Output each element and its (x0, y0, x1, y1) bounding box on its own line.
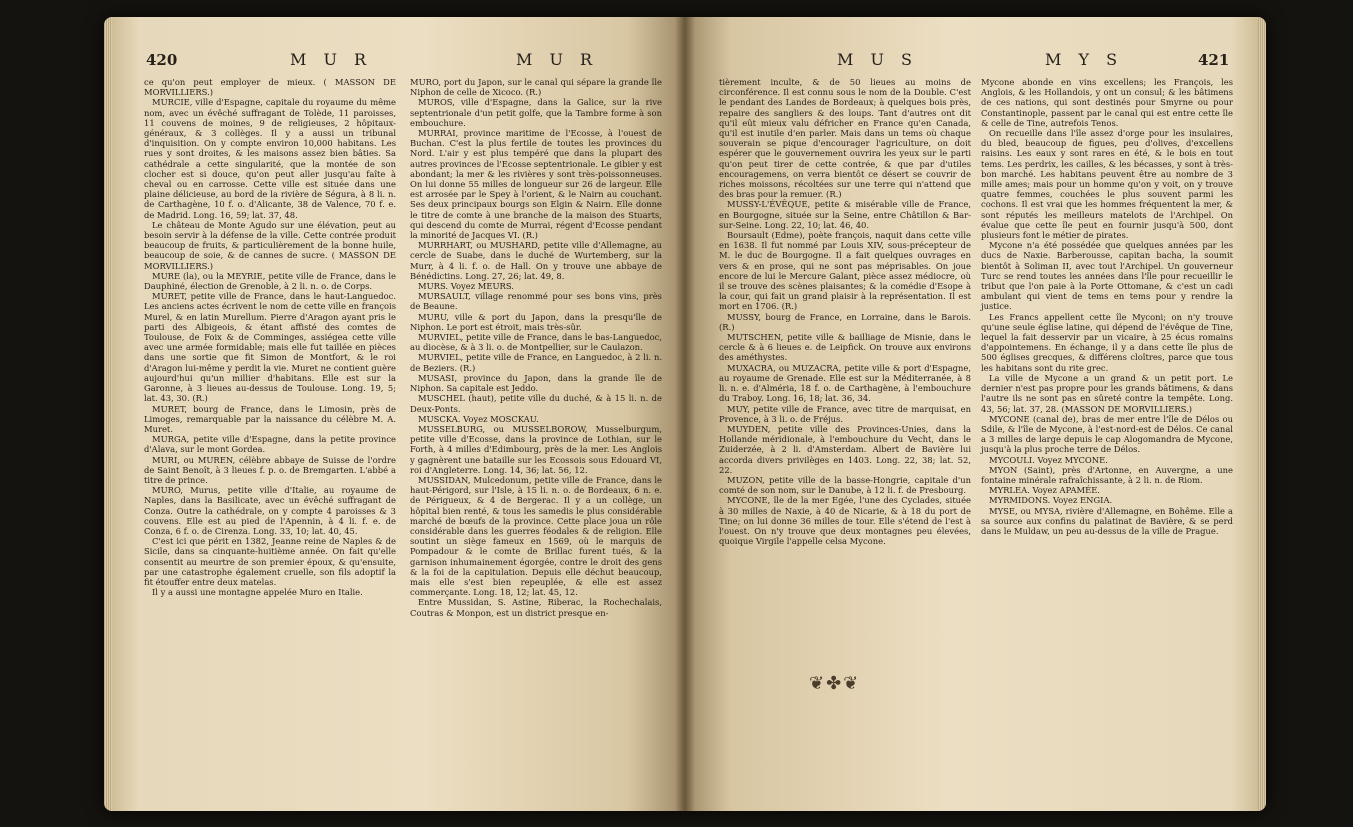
entry-paragraph: MUSCKA. Voyez MOSCKAU. (418, 413, 539, 424)
entry-paragraph: MUTSCHEN, petite ville & bailliage de Misnie, dans le cercle & à 6 lieues e. de Leipfick. On trouve aux environs des améthystes. (719, 332, 971, 363)
entry-paragraph: MURE (la), ou la MEYRIE, petite ville de France, dans le Dauphiné, élection de Grenoble, à 2 li. n. o. de Corps. (144, 270, 396, 292)
entry-paragraph: Les Francs appellent cette île Myconi; on n'y trouve qu'une seule église latine, qui dépend de l'évêque de Tine, lequel la fait desservir par un vicaire, à 25 écus romains d'appointemens. En échange, il y a dans cette île plus de 500 églises grecques, & différens cloîtres, parce que tous les habitans sont du rite grec. (981, 311, 1233, 373)
entry-paragraph: MYON (Saint), près d'Artonne, en Auvergne, a une fontaine minérale rafraîchissante, à 2 li. n. de Riom. (981, 464, 1233, 485)
right-page (685, 17, 1266, 811)
entry-paragraph: Il y a aussi une montagne appelée Muro en Italie. (152, 587, 363, 598)
left-running-head-1: M U R (290, 50, 373, 69)
right-running-head-2: M Y S (1045, 50, 1124, 69)
entry-paragraph: MURGA, petite ville d'Espagne, dans la petite province d'Alava, sur le mont Gordea. (144, 434, 396, 455)
open-book (104, 17, 1266, 811)
entry-paragraph: MUSSY-L'ÉVÊQUE, petite & misérable ville de France, en Bourgogne, située sur la Seine, entre Châtillon & Bar-sur-Seine. Long. 22, 10; lat. 46, 40. (719, 199, 971, 230)
entry-paragraph: tièrement inculte, & de 50 lieues au moins de circonférence. Il est connu sous le nom de la Double. C'est le pendant des Landes de Bordeaux; à quelques bois près, repaire des sangliers & des loups. Tant d'autres ont dit qu'il eût mieux valu défricher en France qu'en Canada, qu'il est inutile d'en parler. Mais dans un tems où chaque souverain se pique d'encourager l'agriculture, on doit espérer que le gouvernement ouvrira les yeux sur le parti qu'on peut tirer de cette contrée, & que par d'utiles encouragemens, on verra bientôt ce désert se couvrir de riches moissons, récoltées sur une terre qui n'attend que des bras pour la remuer. (R.) (719, 77, 971, 200)
entry-paragraph: MUSSY, bourg de France, en Lorraine, dans le Barois. (R.) (719, 311, 971, 332)
entry-paragraph: MURO, port du Japon, sur le canal qui sépare la grande île Niphon de celle de Xicoco. (R.) (410, 77, 662, 98)
right-column-1 (719, 77, 971, 546)
entry-paragraph: MURO, Murus, petite ville d'Italie, au royaume de Naples, dans la Basilicate, avec un évêché suffragant de Conza. Outre la cathédrale, on y compte 4 paroisses & 3 couvens. Elle est au pied de l'Apennin, à 4 li. f. e. de Conza, 6 f. o. de Cirenza. Long. 33, 10; lat. 40, 45. (144, 485, 396, 536)
entry-paragraph: MUY, petite ville de France, avec titre de marquisat, en Provence, à 3 li. o. de Fréjus. (719, 403, 971, 424)
entry-paragraph: Mycone n'a été possédée que quelques années par les ducs de Naxie. Barberousse, capitan bacha, la soumit bientôt à Soliman II, avec tout l'Archipel. Un gouverneur Turc se rend toutes les années dans l'île pour recueillir le tribut que l'on paie à la Porte Ottomane, & c'est un cadi ambulant qui vient de tems en tems pour y rendre la justice. (981, 240, 1233, 312)
entry-paragraph: MUSSELBURG, ou MUSSELBOROW, Musselburgum, petite ville d'Ecosse, dans la province de Lothian, sur le Forth, à 4 milles d'Edimbourg, près de la mer. Les Anglois y gagnèrent une bataille sur les Ecossois sous Edouard VI, roi d'Angleterre. Long. 14, 36; lat. 56, 12. (410, 423, 662, 475)
entry-paragraph: MURVIEL, petite ville de France, en Languedoc, à 2 li. n. de Beziers. (R.) (410, 352, 662, 373)
entry-paragraph: MUSSIDAN, Mulcedonum, petite ville de France, dans le haut-Périgord, sur l'Isle, à 15 li. n. o. de Bordeaux, 6 n. e. de Périgueux, & 4 de Bergerac. Il y a un collège, un hôpital bien renté, & tous les samedis le plus considérable marché de bœufs de la province. Cette place joua un rôle considérable dans les guerres féodales & de religion. Elle soutint un siège fameux en 1569, où le marquis de Pompadour & le comte de Brillac furent tués, & la garnison inhumainement égorgée, contre le droit des gens & la foi de la capitulation. Depuis elle déchut beaucoup, mais elle s'est bien repeuplée, & elle est assez commerçante. Long. 18, 12; lat. 45, 12. (410, 474, 662, 598)
entry-paragraph: MURET, bourg de France, dans le Limosin, près de Limoges, remarquable par la naissance du célèbre M. A. Muret. (144, 403, 396, 434)
right-page-edge (1258, 17, 1266, 811)
entry-paragraph: MURSAULT, village renommé pour ses bons vins, près de Beaune. (410, 291, 662, 312)
entry-paragraph: Mycone abonde en vins excellens; les François, les Anglois, & les Hollandois, y ont un consul; & les bâtimens de ces nations, qui sont destinés pour Smyrne ou pour Constantinople, passent par le canal qui est entre cette île & celle de Tine, autrefois Tenos. (981, 77, 1233, 128)
entry-paragraph: MURET, petite ville de France, dans le haut-Languedoc. Les anciens actes écrivent le nom de cette ville en françois Murel, & en latin Murellum. Pierre d'Aragon ayant pris le parti des Albigeois, & étant affisté des comtes de Toulouse, de Foix & de Comminges, assiégea cette ville avec une armée formidable; mais elle fut taillée en pièces dans une sortie que fit Simon de Montfort, & le roi d'Aragon lui-même y perdit la vie. Muret ne contient guère aujourd'hui qu'un millier d'habitans. Elle est sur la Garonne, à 3 lieues au-dessus de Toulouse. Long. 19, 5; lat. 43, 30. (R.) (144, 291, 396, 404)
entry-paragraph: La ville de Mycone a un grand & un petit port. Le dernier n'est pas propre pour les grands bâtimens, & dans l'autre ils ne sont pas en sûreté contre la tempête. Long. 43, 56; lat. 37, 28. (MASSON DE MORVILLIERS.) (981, 372, 1233, 414)
entry-paragraph: C'est ici que périt en 1382, Jeanne reine de Naples & de Sicile, dans sa cinquante-huitième année. On fait qu'elle consentit au meurtre de son premier époux, & qu'ensuite, par une catastrophe également cruelle, son fils adoptif la fit étouffer entre deux matelas. (144, 536, 396, 587)
entry-paragraph: ce qu'on peut employer de mieux. ( MASSON DE MORVILLIERS.) (144, 77, 396, 98)
right-column-2 (981, 77, 1233, 536)
entry-paragraph: MUSASI, province du Japon, dans la grande île de Niphon. Sa capitale est Jeddo. (410, 372, 662, 394)
left-column-2 (410, 77, 662, 618)
entry-paragraph: MYCONE, île de la mer Egée, l'une des Cyclades, située à 30 milles de Naxie, à 40 de Nicarie, & à 18 du port de Tine; on lui donne 36 milles de tour. Elle s'étend de l'est à l'ouest. On n'y trouve que deux montagnes peu élevées, quoique Virgile l'appelle celsa Mycone. (719, 495, 971, 547)
right-running-head-1: M U S (837, 50, 918, 69)
left-running-head-2: M U R (516, 50, 599, 69)
left-page (104, 17, 685, 811)
entry-paragraph: MUSCHEL (haut), petite ville du duché, & à 15 li. n. de Deux-Ponts. (410, 393, 662, 414)
entry-paragraph: MURRAI, province maritime de l'Ecosse, à l'ouest de Buchan. C'est la plus fertile de toutes les provinces du Nord. L'air y est plus tempéré que dans la plupart des autres provinces de l'Ecosse septentrionale. Le gibier y est abondant; la mer & les rivières y sont très-poissonneuses. On lui donne 55 milles de longueur sur 26 de largeur. Elle est arrosée par le Spey à l'orient, & le Nairn au couchant. Ses deux principaux bourgs son Elgin & Nairn. Elle donne le titre de comte à une branche de la maison des Stuarts, qui descend du comte de Murrai, régent d'Ecosse pendant la minorité de Jacques VI. (R.) (410, 128, 662, 241)
entry-paragraph: MYSE, ou MYSA, rivière d'Allemagne, en Bohême. Elle a sa source aux confins du palatinat de Bavière, & se perd dans le Muldaw, un peu au-dessus de la ville de Prague. (981, 505, 1233, 536)
book-gutter (675, 17, 695, 811)
entry-paragraph: MUYDEN, petite ville des Provinces-Unies, dans la Hollande méridionale, à l'embouchure du Vecht, dans le Zuiderzée, à 2 li. d'Amsterdam. Albert de Bavière lui accorda divers privilèges en 1403. Long. 22, 38; lat. 52, 22. (719, 423, 971, 475)
right-page-number: 421 (1198, 51, 1230, 69)
entry-paragraph: MUZON, petite ville de la basse-Hongrie, capitale d'un comté de son nom, sur le Danube, à 12 li. f. de Presbourg. (719, 474, 971, 496)
entry-paragraph: MYCOULI. Voyez MYCONE. (989, 454, 1108, 465)
entry-paragraph: Boursault (Edme), poète françois, naquit dans cette ville en 1638. Il fut nommé par Louis XIV, sous-précepteur de M. le duc de Bourgogne. Il a fait quelques ouvrages en vers & en prose, qui ne sont pas méprisables. On joue encore de lui le Mercure Galant, pièce assez médiocre, où il se trouve des scènes plaisantes; & la comédie d'Esope à la cour, qui fait un grand plaisir à la représentation. Il est mort en 1706. (R.) (719, 230, 971, 312)
tailpiece-ornament: ❦✤❦ (809, 673, 861, 694)
entry-paragraph: Entre Mussidan, S. Astine, Riberac, la Rochechalais, Coutras & Monpon, est un district presque en- (410, 597, 662, 618)
entry-paragraph: MYCONE (canal de), bras de mer entre l'île de Délos ou Sdile, & l'île de Mycone, à l'est-nord-est de Délos. Ce canal a 3 milles de large depuis le cap Alogomandra de Mycone, jusqu'à la plus proche terre de Délos. (981, 413, 1233, 455)
entry-paragraph: MUROS, ville d'Espagne, dans la Galice, sur la rive septentrionale d'un petit golfe, que la Tambre forme à son embouchure. (410, 97, 662, 128)
entry-paragraph: MURRHART, ou MUSHARD, petite ville d'Allemagne, au cercle de Suabe, dans le duché de Wurtemberg, sur la Murr, à 4 li. f. o. de Hall. On y trouve une abbaye de Bénédictins. Long. 27, 26; lat. 49, 8. (410, 240, 662, 281)
entry-paragraph: MURCIE, ville d'Espagne, capitale du royaume du même nom, avec un évêché suffragant de Tolède, 11 paroisses, 11 couvens de moines, 9 de religieuses, 2 hôpitaux-généraux, & 3 collèges. Il y a aussi un tribunal d'inquisition. On y compte environ 10,000 habitans. Les rues y sont droites, & les maisons assez bien bâties. Sa cathédrale a cette singularité, que la montée de son clocher est si douce, qu'on peut aller jusqu'au faîte à cheval ou en carrosse. Cette ville est située dans une plaine délicieuse, au bord de la rivière de Ségura, à 8 li. n. de Carthagène, 10 f. o. d'Alicante, 38 de Valence, 70 f. e. de Madrid. Long. 16, 59; lat. 37, 48. (144, 97, 396, 220)
left-column-1 (144, 77, 396, 597)
entry-paragraph: MYRMIDONS. Voyez ENGIA. (989, 495, 1113, 506)
entry-paragraph: Le château de Monte Agudo sur une élévation, peut au besoin servir à la défense de la ville. Cette contrée produit beaucoup de fruits, & particulièrement de la bonne huile, beaucoup de soie, & de cannes de sucre. ( MASSON DE MORVILLIERS.) (144, 219, 396, 271)
entry-paragraph: MURI, ou MUREN, célèbre abbaye de Suisse de l'ordre de Saint Benoît, à 3 lieues f. p. o. de Bremgarten. L'abbé a titre de prince. (144, 454, 396, 485)
entry-paragraph: MYRLEA. Voyez APAMÉE. (989, 485, 1100, 496)
left-page-number: 420 (146, 51, 178, 69)
entry-paragraph: MURS. Voyez MEURS. (418, 281, 514, 292)
entry-paragraph: On recueille dans l'île assez d'orge pour les insulaires, du bled, beaucoup de figues, peu d'olives, d'excellens raisins. Les eaux y sont rares en été, & le bois en tout tems. Les perdrix, les cailles, & les bécasses, y sont à très-bon marché. Les habitans peuvent être au nombre de 3 mille ames; mais pour un homme qu'on y voit, on y trouve quatre femmes, couchées le plus souvent parmi les cochons. Il est vrai que les hommes fréquentent la mer, & sont réputés les meilleurs matelots de l'Archipel. On évalue que cette île peut en fournir jusqu'à 500, dont plusieurs font le métier de pirates. (981, 128, 1233, 241)
left-page-edge (104, 17, 112, 811)
entry-paragraph: MURU, ville & port du Japon, dans la presqu'île de Niphon. Le port est étroit, mais très-sûr. (410, 311, 662, 332)
entry-paragraph: MURVIEL, petite ville de France, dans le bas-Languedoc, au diocèse, & à 3 li. o. de Montpellier, sur le Caulazon. (410, 332, 662, 353)
entry-paragraph: MUXACRA, ou MUZACRA, petite ville & port d'Espagne, au royaume de Grenade. Elle est sur la Méditerranée, à 8 li. n. e. d'Alméria, 18 f. o. de Carthagène, à l'embouchure du Traboy. Long. 16, 18; lat. 36, 34. (719, 362, 971, 404)
